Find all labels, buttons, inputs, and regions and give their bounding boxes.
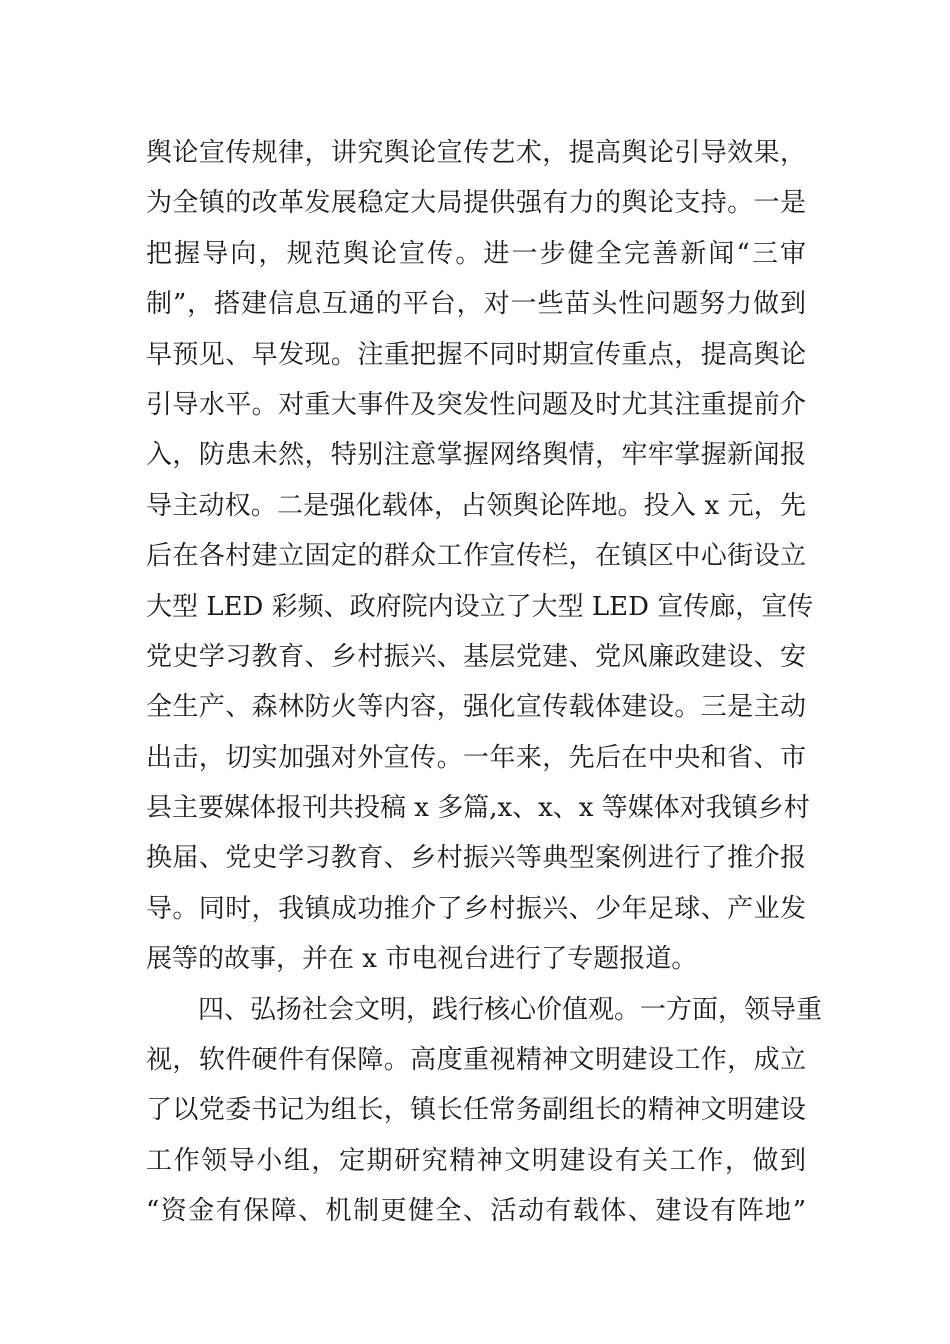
text-line: 入，防患未然，特别注意掌握网络舆情，牢牢掌握新闻报 (146, 440, 806, 471)
text-line: 了以党委书记为组长，镇长任常务副组长的精神文明建设 (146, 1095, 806, 1126)
text-line: 党史学习教育、乡村振兴、基层党建、党风廉政建设、安 (146, 641, 806, 672)
text-line: 视，软件硬件有保障。高度重视精神文明建设工作，成立 (146, 1045, 806, 1076)
text-line: 后在各村建立固定的群众工作宣传栏，在镇区中心街设立 (146, 541, 806, 572)
text-line: 全生产、森林防火等内容，强化宣传载体建设。三是主动 (146, 692, 806, 723)
text-line: 县主要媒体报刊共投稿 x 多篇,x、x、x 等媒体对我镇乡村 (146, 793, 810, 824)
text-line: 把握导向，规范舆论宣传。进一步健全完善新闻“三审 (146, 238, 806, 269)
paragraph-civilization (146, 985, 823, 1237)
text-line: 引导水平。对重大事件及突发性问题及时尤其注重提前介 (146, 389, 806, 420)
text-line: 为全镇的改革发展稳定大局提供强有力的舆论支持。一是 (146, 188, 806, 219)
text-line: 展等的故事，并在 x 市电视台进行了专题报道。 (146, 944, 698, 975)
text-line: 导。同时，我镇成功推介了乡村振兴、少年足球、产业发 (146, 893, 806, 924)
text-line: 出击，切实加强对外宣传。一年来，先后在中央和省、市 (146, 742, 806, 773)
body-text (146, 128, 823, 1237)
text-line: “资金有保障、机制更健全、活动有载体、建设有阵地” (146, 1196, 806, 1227)
text-line: 大型 LED 彩频、政府院内设立了大型 LED 宣传廊，宣传 (146, 591, 814, 622)
paragraph-propaganda (146, 128, 814, 985)
text-line: 四、弘扬社会文明，践行核心价值观。一方面，领导重 (198, 994, 823, 1025)
text-line: 工作领导小组，定期研究精神文明建设有关工作，做到 (146, 1145, 806, 1176)
text-line: 早预见、早发现。注重把握不同时期宣传重点，提高舆论 (146, 339, 806, 370)
text-line: 制”，搭建信息互通的平台，对一些苗头性问题努力做到 (146, 289, 806, 320)
text-line: 导主动权。二是强化载体，占领舆论阵地。投入 x 元，先 (146, 490, 806, 521)
text-line: 舆论宣传规律，讲究舆论宣传艺术，提高舆论引导效果， (146, 138, 806, 168)
text-line: 换届、党史学习教育、乡村振兴等典型案例进行了推介报 (146, 843, 806, 874)
